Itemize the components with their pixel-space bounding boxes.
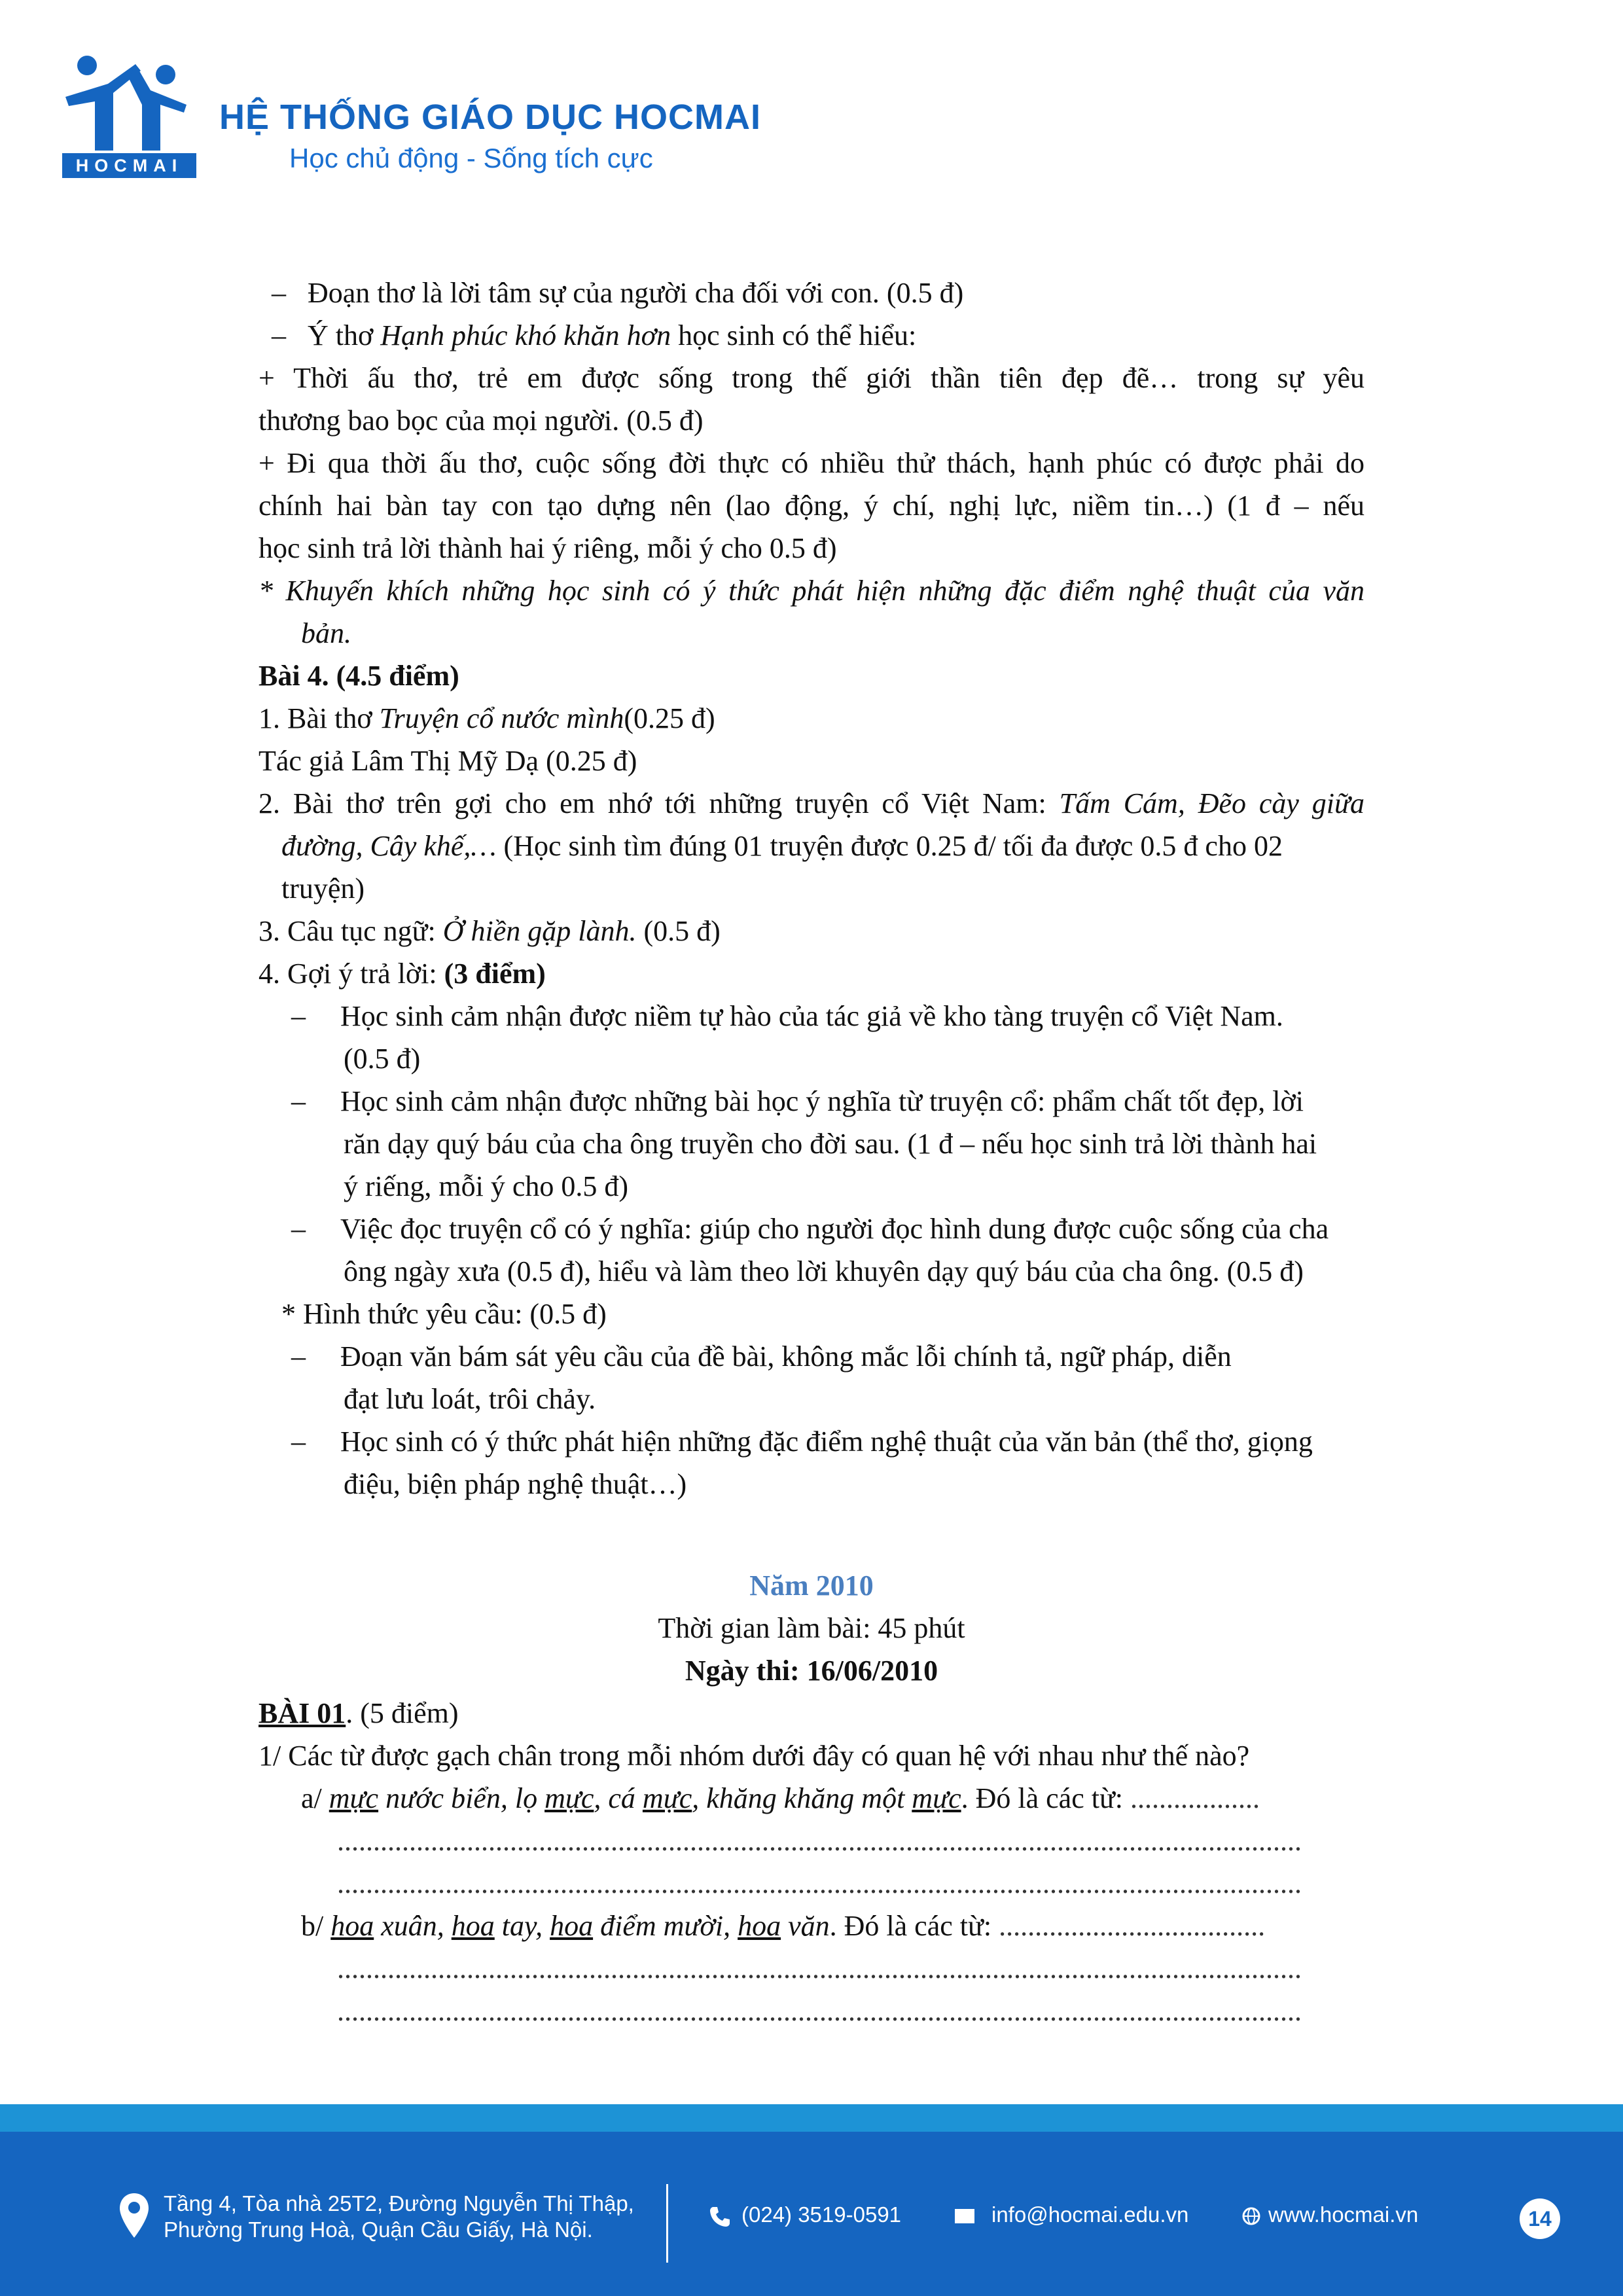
- brand-tagline: Học chủ động - Sống tích cực: [289, 143, 653, 173]
- exercise-heading: BÀI 01. (5 điểm): [259, 1697, 459, 1729]
- text-line: đạt lưu loát, trôi chảy.: [344, 1383, 596, 1415]
- email-icon: [954, 2208, 975, 2224]
- bullet-line: – Học sinh cảm nhận được những bài học ý nghĩa từ truyện cổ: phẩm chất tốt đẹp, lời: [291, 1085, 1304, 1117]
- text-line: bản.: [301, 617, 351, 649]
- bullet-line: – Đoạn văn bám sát yêu cầu của đề bài, không mắc lỗi chính tả, ngữ pháp, diễn: [291, 1340, 1232, 1372]
- location-pin-icon: [118, 2192, 151, 2239]
- bullet-line: – Học sinh có ý thức phát hiện những đặc điểm nghệ thuật của văn bản (thể thơ, giọng: [291, 1426, 1313, 1458]
- text-line: ông ngày xưa (0.5 đ), hiểu và làm theo lời khuyên dạy quý báu của cha ông. (0.5 đ): [344, 1255, 1304, 1287]
- footer-accent-strip: [0, 2104, 1623, 2132]
- text-line: + Đi qua thời ấu thơ, cuộc sống đời thực có nhiều thử thách, hạnh phúc có được phải do: [259, 447, 1364, 479]
- answer-line: ......................................................................................................................................: [337, 1867, 1302, 1899]
- text-line: ý riếng, mỗi ý cho 0.5 đ): [344, 1170, 629, 1202]
- footer-phone[interactable]: (024) 3519-0591: [741, 2202, 902, 2227]
- text-line: * Khuyến khích những học sinh có ý thức phát hiện những đặc điểm nghệ thuật của văn: [259, 575, 1364, 607]
- question-b: b/ hoa xuân, hoa tay, hoa điểm mười, hoa văn. Đó là các từ: .....................................: [301, 1910, 1266, 1942]
- answer-line: ......................................................................................................................................: [337, 1952, 1302, 1984]
- text-line: * Hình thức yêu cầu: (0.5 đ): [281, 1298, 607, 1330]
- text-line: 2. Bài thơ trên gợi cho em nhớ tới những truyện cổ Việt Nam: Tấm Cám, Đẽo cày giữa: [259, 787, 1364, 819]
- phone-icon: [708, 2205, 732, 2229]
- text-line: (0.5 đ): [344, 1043, 421, 1075]
- exam-date: Ngày thi: 16/06/2010: [685, 1655, 938, 1687]
- text-line: học sinh trả lời thành hai ý riêng, mỗi ý cho 0.5 đ): [259, 532, 837, 564]
- text-line: + Thời ấu thơ, trẻ em được sống trong thế giới thần tiên đẹp đẽ… trong sự yêu: [259, 362, 1364, 394]
- page-footer: [0, 2132, 1623, 2296]
- answer-line: ......................................................................................................................................: [337, 1825, 1302, 1857]
- text-line: truyện): [281, 872, 365, 905]
- question-a: a/ mực nước biển, lọ mực, cá mực, khăng khăng một mực. Đó là các từ: ..................: [301, 1782, 1260, 1814]
- footer-divider: [666, 2184, 668, 2263]
- bullet-line: – Học sinh cảm nhận được niềm tự hào của tác giả về kho tàng truyện cổ Việt Nam.: [291, 1000, 1283, 1032]
- section-title: Bài 4. (4.5 điểm): [259, 660, 459, 692]
- text-line: điệu, biện pháp nghệ thuật…): [344, 1468, 687, 1500]
- exam-year-heading: Năm 2010: [749, 1570, 874, 1602]
- text-line: – Đoạn thơ là lời tâm sự của người cha đối với con. (0.5 đ): [272, 277, 964, 309]
- document-body: [259, 272, 1364, 2032]
- page-number-badge: 14: [1520, 2198, 1560, 2239]
- text-line: 3. Câu tục ngữ: Ở hiền gặp lành. (0.5 đ): [259, 915, 721, 947]
- logo-wordmark: HOCMAI: [62, 153, 196, 178]
- text-line: chính hai bàn tay con tạo dựng nên (lao động, ý chí, nghị lực, niềm tin…) (1 đ – nếu: [259, 490, 1364, 522]
- text-line: – Ý thơ Hạnh phúc khó khăn hơn học sinh có thể hiểu:: [272, 319, 917, 351]
- text-line: 1/ Các từ được gạch chân trong mỗi nhóm dưới đây có quan hệ với nhau như thế nào?: [259, 1740, 1250, 1772]
- text-line: răn dạy quý báu của cha ông truyền cho đời sau. (1 đ – nếu học sinh trả lời thành hai: [344, 1128, 1317, 1160]
- footer-email[interactable]: info@hocmai.edu.vn: [991, 2202, 1189, 2227]
- exam-duration: Thời gian làm bài: 45 phút: [658, 1612, 965, 1644]
- brand-title: HỆ THỐNG GIÁO DỤC HOCMAI: [219, 98, 761, 137]
- footer-address: Tầng 4, Tòa nhà 25T2, Đường Nguyễn Thị Thập, Phường Trung Hoà, Quận Cầu Giấy, Hà Nội.: [164, 2191, 634, 2242]
- text-line: 1. Bài thơ Truyện cổ nước mình(0.25 đ): [259, 702, 715, 734]
- text-line: Tác giả Lâm Thị Mỹ Dạ (0.25 đ): [259, 745, 637, 777]
- bullet-line: – Việc đọc truyện cổ có ý nghĩa: giúp cho người đọc hình dung được cuộc sống của cha: [291, 1213, 1329, 1245]
- page-header: [0, 0, 1623, 196]
- globe-icon: [1242, 2207, 1260, 2225]
- answer-line: ......................................................................................................................................: [337, 1995, 1302, 2027]
- footer-website[interactable]: www.hocmai.vn: [1268, 2202, 1419, 2227]
- text-line: thương bao bọc của mọi người. (0.5 đ): [259, 404, 704, 437]
- text-line: đường, Cây khế,… (Học sinh tìm đúng 01 truyện được 0.25 đ/ tối đa được 0.5 đ cho 02: [281, 830, 1283, 862]
- text-line: 4. Gợi ý trả lời: (3 điểm): [259, 958, 546, 990]
